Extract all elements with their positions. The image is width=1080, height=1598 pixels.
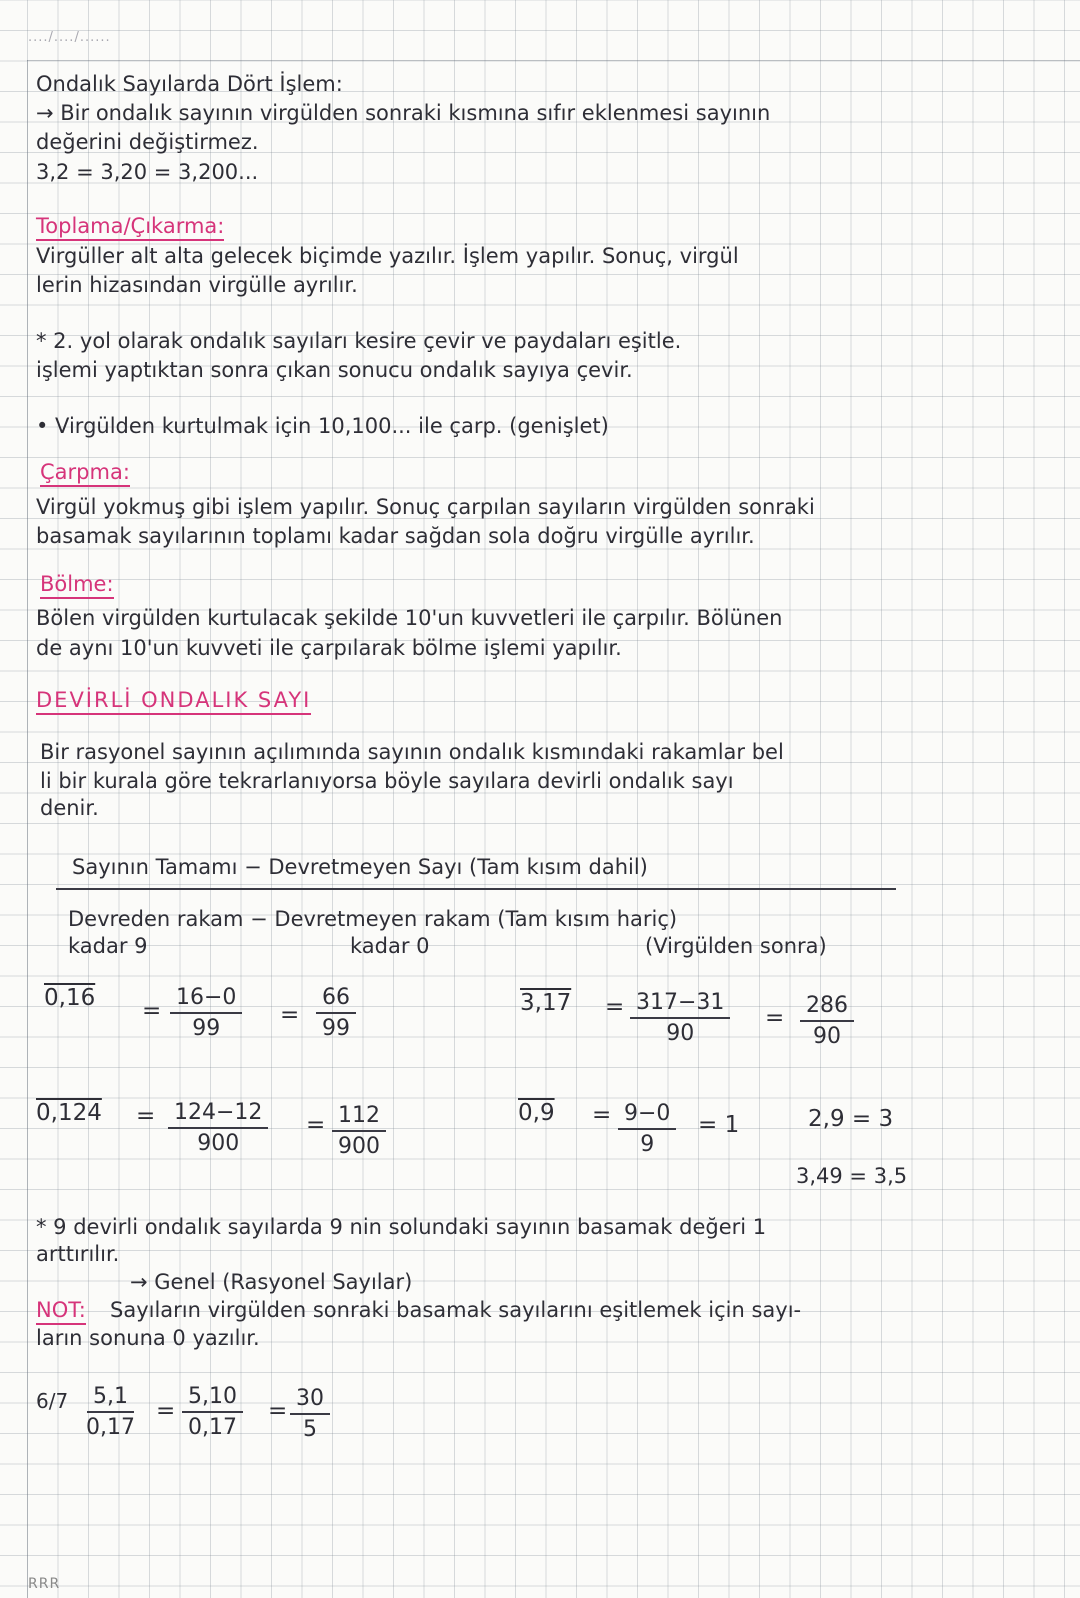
toplama-cikarma-title: Toplama/Çıkarma: [36,214,224,241]
formula-numerator: Sayının Tamamı − Devretmeyen Sayı (Tam kısım dahil) [72,855,648,879]
example-0-124-fraction-2 [332,1103,386,1159]
page-top-border [27,60,1080,61]
toplama-line-2: lerin hizasından virgülle ayrılır. [36,273,358,297]
zero-rule-line-2: değerini değiştirmez. [36,130,259,154]
carpma-line-1: Virgül yokmuş gibi işlem yapılır. Sonuç çarpılan sayıların virgülden sonraki [36,495,815,519]
last-example-fraction-2 [182,1384,243,1440]
footer-logo: RRR [28,1576,61,1592]
bolme-line-2: de aynı 10'un kuvveti ile çarpılarak bölme işlemi yapılır. [36,636,622,660]
fraction-numerator: 66 [316,985,356,1014]
example-2-9-equals-3: 2,9 = 3 [808,1106,894,1132]
formula-denominator-after-comma: (Virgülden sonra) [645,934,827,958]
fraction-numerator: 9−0 [618,1101,676,1130]
example-3-49-equals-3-5: 3,49 = 3,5 [796,1164,908,1188]
equals-sign: = [268,1398,288,1424]
formula-fraction-bar [56,888,896,890]
equals-sign: = [765,1005,785,1031]
example-3-17-label: 3,17 [520,990,572,1016]
genel-rasyonel-note: → Genel (Rasyonel Sayılar) [130,1270,413,1294]
bolme-title: Bölme: [40,572,114,599]
equals-sign: = [136,1103,156,1129]
nine-rule-line-2: arttırılır. [36,1242,120,1266]
example-3-17-fraction-2 [800,993,854,1049]
page-left-border [27,60,28,1598]
zero-rule-example: 3,2 = 3,20 = 3,200... [36,160,259,184]
last-example-prefix: 6/7 [36,1389,69,1413]
fraction-denominator: 900 [338,1134,380,1159]
not-line-2: ların sonuna 0 yazılır. [36,1326,260,1350]
fraction-numerator: 16−0 [170,985,242,1014]
second-way-line-1: * 2. yol olarak ondalık sayıları kesire çevir ve paydaları eşitle. [36,329,682,353]
equals-sign: = [156,1398,176,1424]
devirli-title: DEVİRLİ ONDALIK SAYI [36,688,311,715]
fraction-numerator: 30 [290,1386,330,1415]
not-line-1: Sayıların virgülden sonraki basamak sayılarını eşitlemek için sayı- [110,1298,802,1322]
toplama-line-1: Virgüller alt alta gelecek biçimde yazılır. İşlem yapılır. Sonuç, virgül [36,244,739,268]
devirli-def-line-3: denir. [40,796,99,820]
fraction-numerator: 5,10 [182,1384,243,1413]
fraction-denominator: 0,17 [86,1415,135,1440]
fraction-denominator: 90 [666,1021,695,1046]
example-0-16-fraction-1 [170,985,242,1041]
formula-denominator-line-1: Devreden rakam − Devretmeyen rakam (Tam kısım hariç) [68,907,678,931]
fraction-denominator: 0,17 [188,1415,237,1440]
fraction-numerator: 286 [800,993,854,1022]
second-way-line-2: işlemi yaptıktan sonra çıkan sonucu ondalık sayıya çevir. [36,358,633,382]
fraction-denominator: 900 [197,1131,240,1156]
section-title-four-operations: Ondalık Sayılarda Dört İşlem: [36,72,343,96]
example-0-16-label: 0,16 [44,985,96,1011]
fraction-numerator: 112 [332,1103,386,1132]
fraction-numerator: 317−31 [630,990,730,1019]
bolme-line-1: Bölen virgülden kurtulacak şekilde 10'un kuvvetleri ile çarpılır. Bölünen [36,606,783,630]
example-0-16-fraction-2 [316,985,356,1041]
example-0-9-fraction [618,1101,676,1157]
fraction-numerator: 5,1 [87,1384,134,1413]
devirli-def-line-1: Bir rasyonel sayının açılımında sayının ondalık kısmındaki rakamlar bel [40,740,784,764]
equals-sign: = [592,1102,612,1128]
equals-sign: = [605,994,625,1020]
fraction-denominator: 90 [813,1024,841,1049]
date-placeholder: ..../..../...... [28,30,111,45]
last-example-fraction-3 [290,1386,330,1442]
formula-denominator-kadar-9: kadar 9 [68,934,148,958]
example-0-124-fraction-1 [168,1100,268,1156]
formula-denominator-kadar-0: kadar 0 [350,934,430,958]
fraction-denominator: 5 [303,1417,317,1442]
decimal-removal-bullet: • Virgülden kurtulmak için 10,100... ile çarp. (genişlet) [36,414,609,438]
equals-sign: = [280,1002,300,1028]
fraction-denominator: 9 [640,1132,655,1157]
example-0-9-result: = 1 [698,1112,740,1138]
example-0-9-label: 0,9 [518,1100,555,1126]
equals-sign: = [142,998,162,1024]
carpma-title: Çarpma: [40,460,130,487]
fraction-numerator: 124−12 [168,1100,268,1129]
fraction-denominator: 99 [322,1016,350,1041]
not-label: NOT: [36,1298,86,1325]
equals-sign: = [306,1112,326,1138]
example-3-17-fraction-1 [630,990,730,1046]
zero-rule-line-1: → Bir ondalık sayının virgülden sonraki kısmına sıfır eklenmesi sayının [36,101,771,125]
carpma-line-2: basamak sayılarının toplamı kadar sağdan sola doğru virgülle ayrılır. [36,524,755,548]
fraction-denominator: 99 [192,1016,221,1041]
example-0-124-label: 0,124 [36,1100,102,1126]
last-example-fraction-1 [86,1384,135,1440]
nine-rule-line-1: * 9 devirli ondalık sayılarda 9 nin solundaki sayının basamak değeri 1 [36,1215,767,1239]
devirli-def-line-2: li bir kurala göre tekrarlanıyorsa böyle sayılara devirli ondalık sayı [40,769,734,793]
